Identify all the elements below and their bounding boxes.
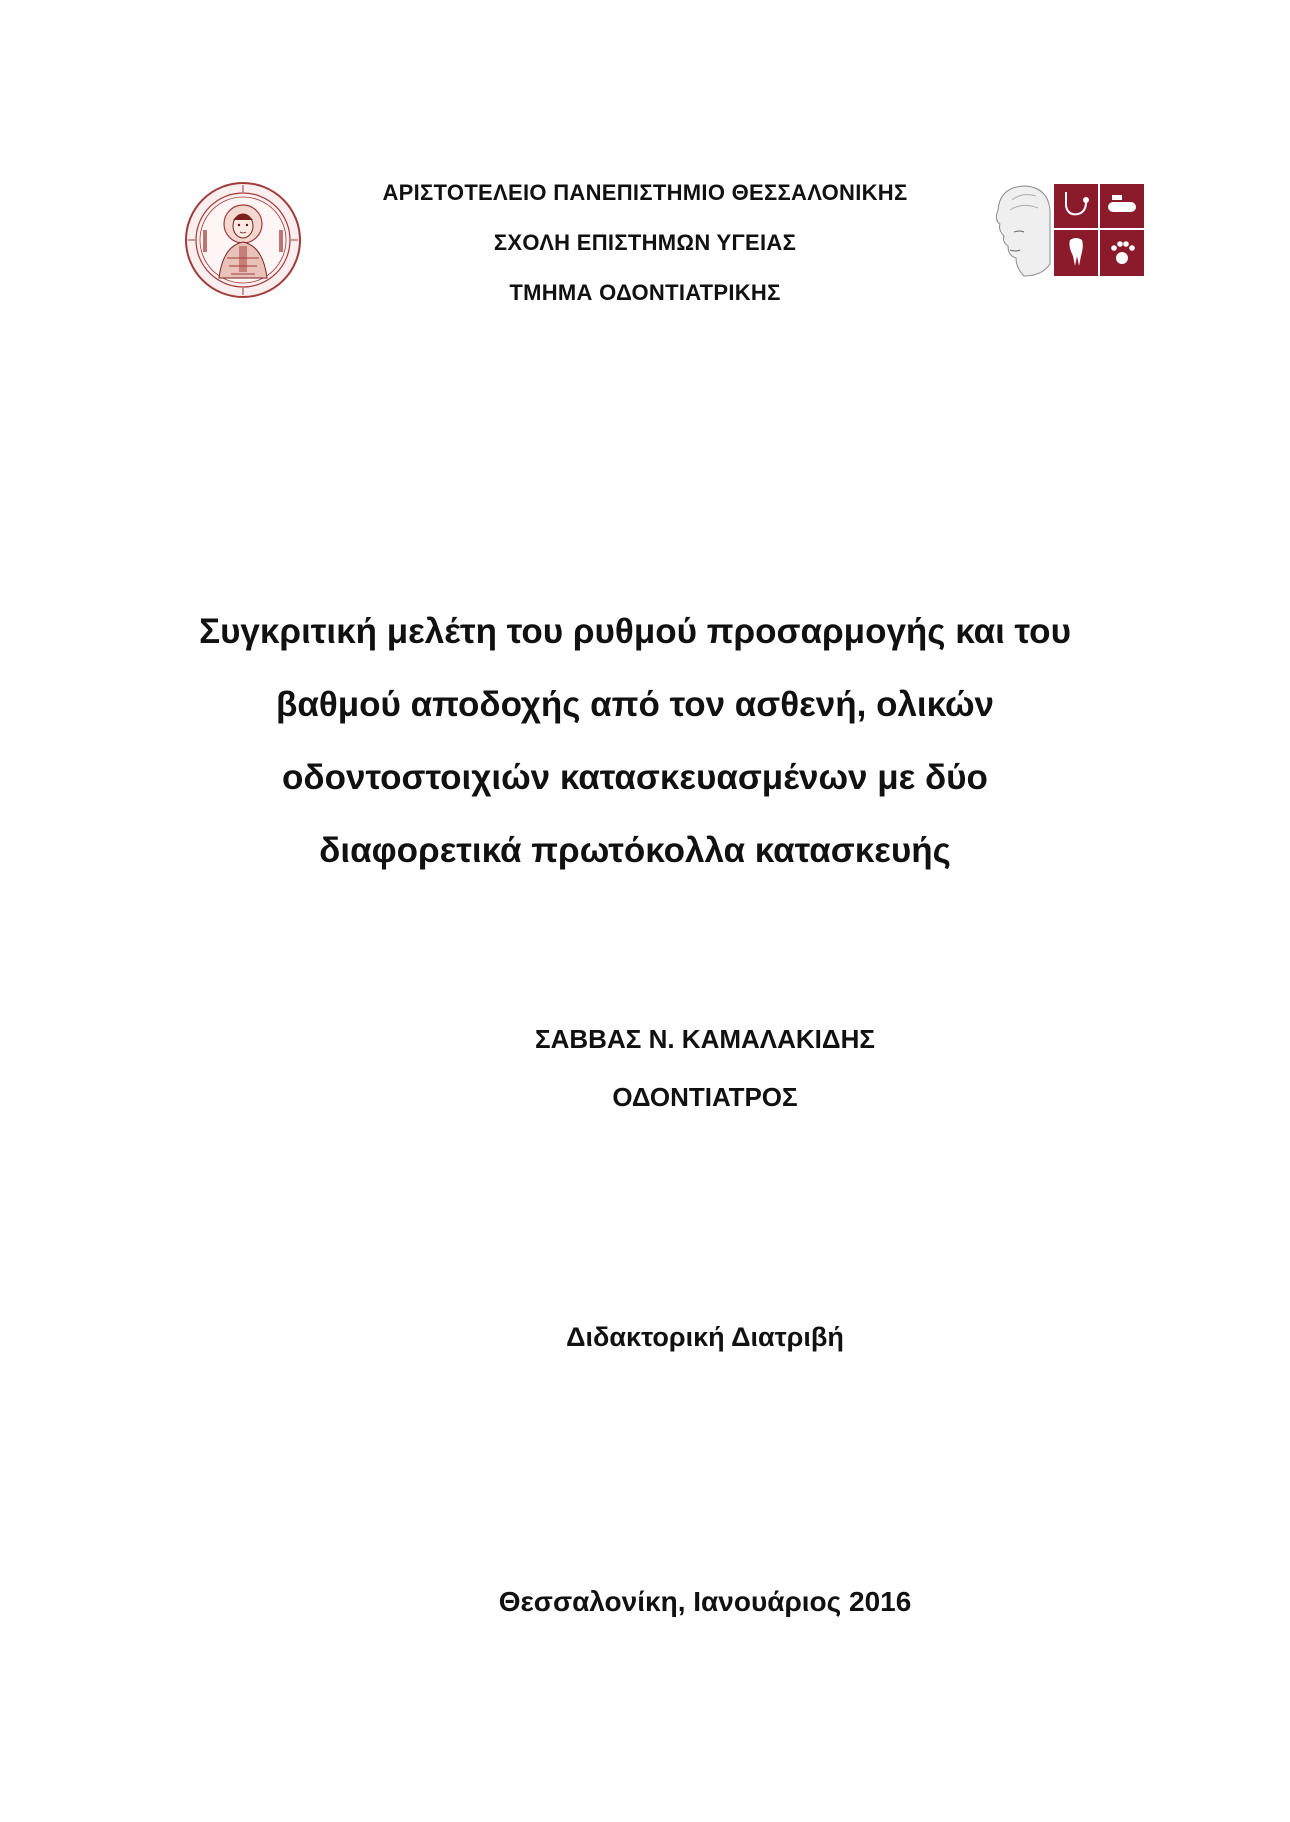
school-name: ΣΧΟΛΗ ΕΠΙΣΤΗΜΩΝ ΥΓΕΙΑΣ <box>493 230 797 255</box>
university-name: ΑΡΙΣΤΟΤΕΛΕΙΟ ΠΑΝΕΠΙΣΤΗΜΙΟ ΘΕΣΣΑΛΟΝΙΚΗΣ <box>382 180 908 205</box>
document-type: Διδακτορική Διατριβή <box>566 1322 844 1352</box>
place-date: Θεσσαλονίκη, Ιανουάριος 2016 <box>498 1586 912 1617</box>
health-sciences-logo-icon <box>992 180 1144 280</box>
author-profession: ΟΔΟΝΤΙΑΤΡΟΣ <box>612 1082 798 1112</box>
thesis-title-line-3: οδοντοστοιχιών κατασκευασμένων με δύο <box>282 758 988 797</box>
thesis-title-line-1: Συγκριτική μελέτη του ρυθμού προσαρμογής και του <box>199 612 1071 651</box>
thesis-title-line-4: διαφορετικά πρωτόκολλα κατασκευής <box>319 831 951 870</box>
thesis-title-line-2: βαθμού αποδοχής από τον ασθενή, ολικών <box>275 685 995 724</box>
author-name: ΣΑΒΒΑΣ Ν. ΚΑΜΑΛΑΚΙΔΗΣ <box>535 1024 875 1054</box>
department-name: ΤΜΗΜΑ ΟΔΟΝΤΙΑΤΡΙΚΗΣ <box>509 280 781 305</box>
